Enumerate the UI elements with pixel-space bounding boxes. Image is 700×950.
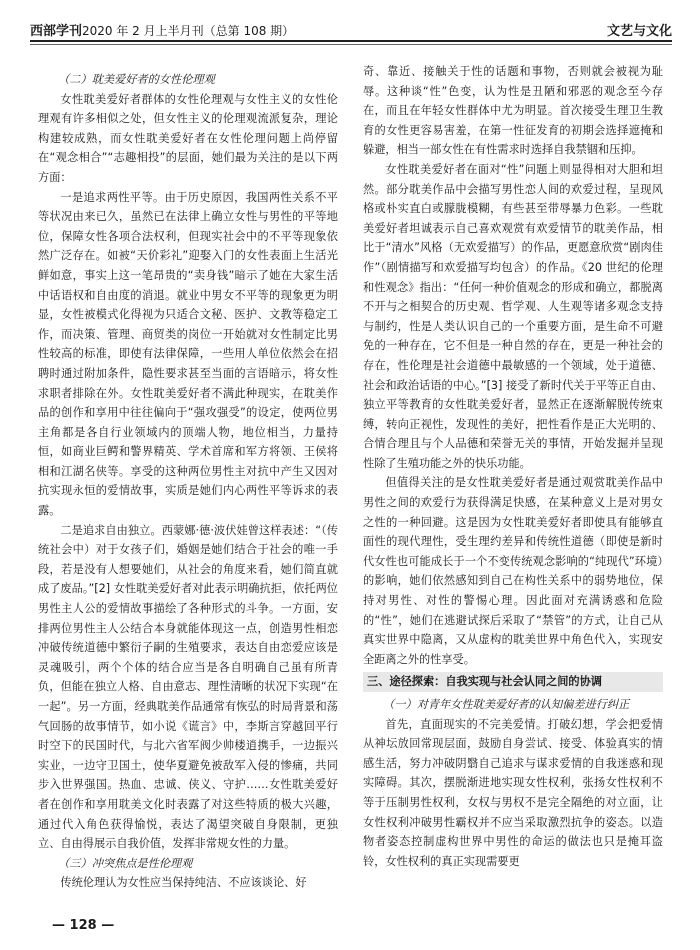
running-header (30, 18, 672, 42)
subsection-heading: （二）耽美爱好者的女性伦理观 (58, 73, 215, 86)
paragraph: 但值得关注的是女性耽美爱好者是通过观赏耽美作品中男性之间的欢爱行为获得满足快感，在某种意义上是对男女之性的一种回避。这是因为女性耽美爱好者即使具有能够直面性的现代理性，受生理约差异和传统性道德（即使是新时代女性也可能成长于一个不变传统观念影响的“纯现代”环境）的影响，她们依然感知到自己在构性关系中的弱势地位，保持对男性、对性的警惕心理。因此面对充满诱惑和危险的“性”，她们在逃避试探后采取了“禁管”的方式，让自己从真实世界中隐离，又从虚构的耽美世界中角色代入，实现安全距离之外的性享受。 (363, 476, 663, 666)
page-number: — 128 — (52, 918, 115, 933)
paragraph: 奇、靠近、接触关于性的话题和事物，否则就会被视为耻辱。这种谈“性”色变，认为性是丑陋和邪恶的观念至今存在，而且在年轻女性群体中尤为明显。首次接受生理卫生教育的女性更容易害羞，在第一性征发育的初期会选择遮掩和躲避，相当一部女性在有性需求时选择自我禁锢和压抑。 (363, 65, 663, 157)
subsection-heading: （三）冲突焦点是性伦理观 (58, 856, 193, 870)
journal-name (30, 20, 294, 39)
paragraph: 首先，直面现实的不完美爱情。打破幻想，学会把爱情从神坛放回常现层面，鼓励自身尝试、接受、体验真实的情感生活，努力冲破阴翳自己追求与谋求爱情的自我迷惑和现实障碍。其次，摆脱渐进地实现女性权利，张扬女性权利不等于压制男性权利，女权与男权不是完全隔绝的对立面，让女性权利冲破男性霸权并不应当采取激烈抗争的姿态。以造物者姿态控制虚构世界中男性的命运的做法也只是掩耳盗铃，女性权利的真正实现需要更 (363, 717, 663, 868)
paragraph: 一是追求两性平等。由于历史原因，我国两性关系不平等状况由来已久，虽然已在法律上确立女性与男性的平等地位，保障女性各项合法权利，但现实社会中的不平等现象依然广泛存在。如被“天价彩礼”迎娶入门的女性表面上生活光鲜如意，事实上这一笔昂贵的“卖身钱”暗示了她在大家生活中话语权和自由度的消退。就业中男女不平等的现象更为明显，女性被模式化得视为只适合文秘、医护、文教等稳定工作，而决策、管理、商贸类的岗位一开始就对女性制定比男性较高的标准，即使有法律保障，一些用人单位依然会在招聘时通过附加条件，隐性要求甚至当面的言语暗示，将女性求职者排除在外。女性耽美爱好者不满此种现实，在耽美作品的创作和享用中往往偏向于“强攻强受”的设定，使两位男主角都是各自行业领域内的顶端人物，地位相当，力量持恒，如商业巨鳄和警界精英、学术首席和军方将领、王侯将相和江湖名侠等。享受的这种两位男性主对抗中产生又因对抗实现永恒的爱情故事，实质是她们内心两性平等诉求的表露。 (38, 190, 338, 518)
right-column (363, 62, 663, 871)
journal-title: 西部学刊 (30, 24, 83, 39)
paragraph: 女性耽美爱好者在面对“性”问题上则显得相对大胆和坦然。部分耽美作品中会描写男性恋人间的欢爱过程，呈现风格或朴实直白或朦胧模糊，有些甚至带辱暴力色彩。一些耽美爱好者坦诚表示自己喜欢观赏有欢爱情节的耽美作品，相比于“清水”风格（无欢爱描写）的作品，更愿意欣赏“剧肉佳作”（剧情描写和欢爱描写均包含）的作品。《20 世纪的伦理和性观念》指出：“任何一种价值观念的形成和确立，都脱离不开与之相契合的历史观、哲学观、人生观等诸多观念支持与制约，性是人类认识自己的一个重要方面，是生命不可避免的一种存在，它不但是一种自然的存在，更是一种社会的存在，性伦理是社会道德中最敏感的一个领域，处于道德、社会和政治话语的中心。”[3] 接受了新时代关于平等正自由、独立平等教育的女性耽美爱好者，显然正在逐渐解脱传统束缚，转向正视性，发现性的美好，把性看作是正大光明的、合情合理且与个人品德和荣誉无关的事情，开始发掘并呈现性除了生殖功能之外的快乐功能。 (363, 162, 663, 470)
section-name: 文艺与文化 (606, 24, 672, 39)
header-rule (30, 40, 672, 42)
paragraph: 二是追求自由独立。西蒙娜·德·波伏娃曾这样表述：“（传统社会中）对于女孩子们，婚姻是她们结合于社会的唯一手段，若是没有人想要她们，从社会的角度来看，她们简直就成了废品。”[2] 女性耽美爱好者对此表示明确抗拒，依托两位男性主人公的爱情故事描绘了各种形式的斗争。一方面，安排两位男性主人公结合本身就能体现这一点，创造男性相恋冲破传统道德中繁衍子嗣的生殖要求，表达自由恋爱应该是灵魂吸引，两个个体的结合应当是各自明确自己虽有所青负，但能在独立人格、自由意志、理性清晰的状况下实现“在一起”。另一方面，经典耽美作品通常有恢弘的时局背景和荡气回肠的故事情节，如小说《谎言》中，李斯言穿越回平行时空下的民国时代，与北六省军阀少帅楼逍携手，一边振兴实业，一边守卫国土，使华夏避免被敌军入侵的惨痛，共同步入世界强国。热血、忠诚、侠义、守护……女性耽美爱好者在创作和享用耽美文化时表露了对这些特质的极大兴趣，通过代入角色获得愉悦，表达了渴望突破自身限制，更独立、自由得展示自我价值，发挥非常规女性的力量。 (38, 523, 338, 851)
journal-issue: 2020 年 2 月上半月刊（总第 108 期） (82, 24, 295, 38)
header-rule-thin (30, 44, 672, 45)
subsection-heading: （一）对青年女性耽美爱好者的认知偏差进行纠正 (383, 698, 630, 711)
paragraph: 传统伦理认为女性应当保持纯洁、不应该谈论、好 (60, 876, 307, 890)
left-column (38, 70, 338, 893)
paragraph: 女性耽美爱好者群体的女性伦理观与女性主义的女性伦理观有许多相似之处，但女性主义的伦理观流派复杂，理论构建较成熟，而女性耽美爱好者在女性伦理问题上尚停留在“观念相合”“志趣相投”的层面，她们最为关注的是以下两方面： (38, 92, 338, 184)
section-heading: 三、途径探索：自我实现与社会认同之间的协调 (363, 672, 663, 692)
